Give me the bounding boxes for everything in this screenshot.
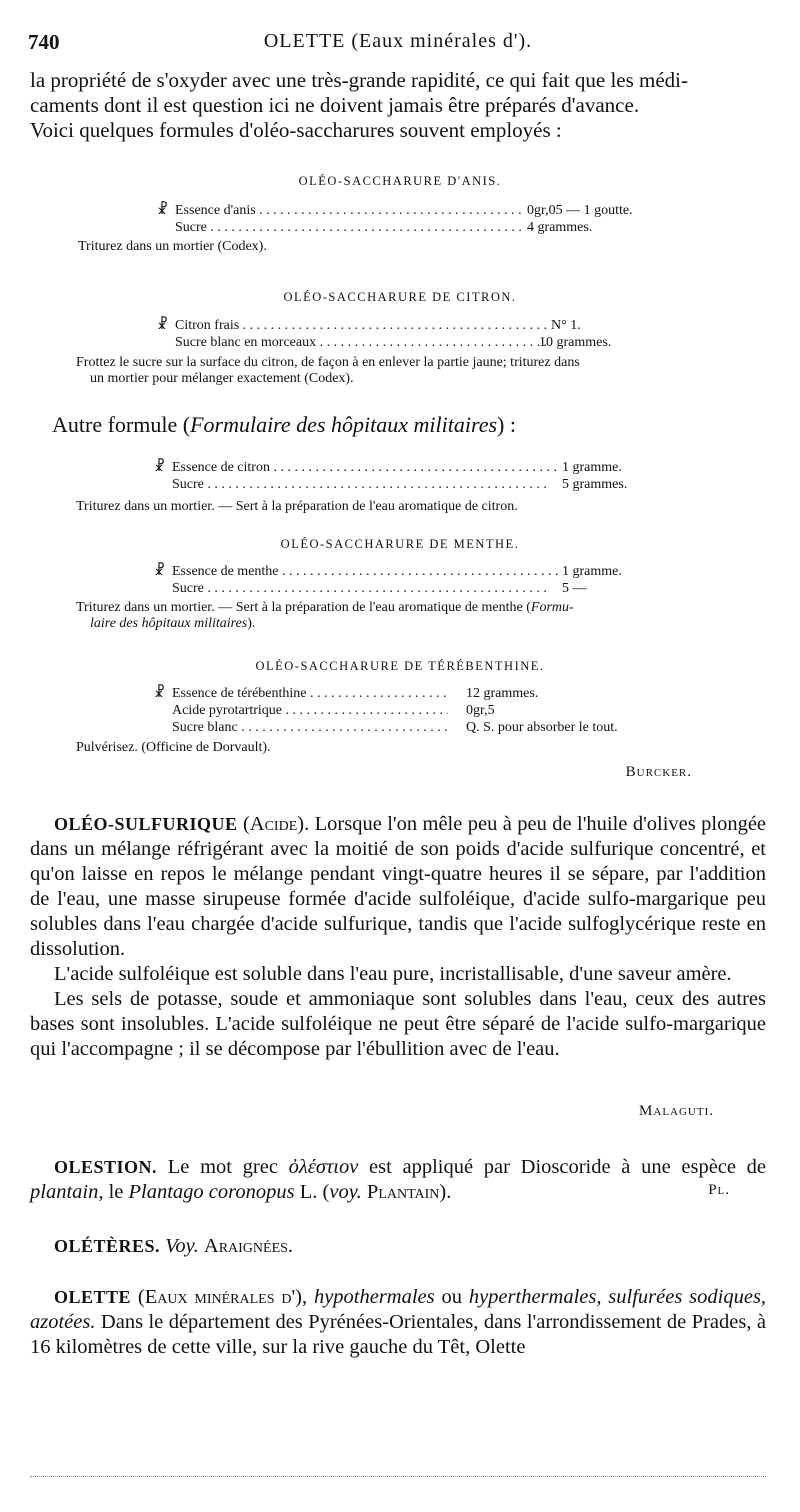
paragraph-text: Dans le département des Pyrénées-Orientales, dans l'arrondissement de Prades, à 16 kilomètres de cette ville, sur la rive gauche du Têt, Olette xyxy=(30,1311,766,1358)
recipe-item xyxy=(154,459,674,476)
intro-line: Voici quelques formules d'oléo-saccharures souvent employés : xyxy=(30,118,562,142)
article-paragraph xyxy=(30,1234,766,1259)
headword: OLÉTÈRES. xyxy=(54,1236,161,1256)
intro-text: Autre formule ( xyxy=(52,412,191,437)
recipe-autre xyxy=(154,459,674,493)
recipe-note: Triturez dans un mortier. — Sert à la préparation de l'eau aromatique de citron. xyxy=(76,499,518,514)
page-number: 740 xyxy=(28,30,60,54)
recipe-symbol-icon: ☧ xyxy=(157,318,168,333)
recipe-item xyxy=(154,702,674,719)
work-title: Formulaire des hôpitaux militaires xyxy=(190,412,498,437)
recipe-note: Triturez dans un mortier (Codex). xyxy=(78,239,267,254)
signature-text: Pl. xyxy=(708,1182,730,1198)
ingredient-quantity: Q. S. pour absorber le tout. xyxy=(466,720,618,735)
recipe-item xyxy=(154,580,674,597)
ingredient-name: Sucre blanc . . . xyxy=(172,719,448,736)
ingredient-name: Essence de menthe . . . xyxy=(172,563,558,580)
section-title-terebenthine: OLÉO-SACCHARURE DE TÉRÉBENTHINE. xyxy=(255,659,545,673)
article-paragraph xyxy=(30,1285,766,1360)
intro-line: la propriété de s'oxyder avec une très-grande rapidité, ce qui fait que les médi- xyxy=(30,68,689,92)
paragraph-text: Lorsque l'on mêle peu à peu de l'huile d'olives plongée dans un mélange réfrigérant avec la moitié de son poids d'acide sulfurique concentré, et qu'on laisse en repos le mélange pendant vingt-quatre heures il se sépare, par l'addition de l'eau, une masse sirupeuse formée d'acide sulfoléique, d'acide sulfo-margarique peu solubles dans l'eau chargée d'acide sulfurique, tandis que l'acide sulfoglycérique reste en dissolution. xyxy=(30,813,767,960)
page-header xyxy=(28,30,768,60)
ingredient-quantity: 5 — xyxy=(562,581,587,596)
ingredient-quantity: 4 grammes. xyxy=(527,220,593,235)
ingredient-quantity: 0gr,05 — 1 goutte. xyxy=(527,203,633,218)
bottom-rule xyxy=(30,1476,766,1477)
section-title-citron: OLÉO-SACCHARURE DE CITRON. xyxy=(283,290,517,304)
ingredient-name: Sucre . . . xyxy=(172,580,558,597)
italic-term: Plantago coronopus xyxy=(128,1181,295,1203)
article-paragraph xyxy=(30,1155,766,1205)
intro-line: caments dont il est question ici ne doivent jamais être préparés d'avance. xyxy=(30,93,640,117)
italic-term: hypothermales xyxy=(313,1286,435,1308)
note-line: un mortier pour mélanger exactement (Codex). xyxy=(90,371,354,386)
headword-label: (Acide). xyxy=(242,813,310,835)
cross-reference-link[interactable]: Araignées. xyxy=(203,1235,294,1257)
author-signature xyxy=(708,1182,730,1199)
ingredient-quantity: 5 grammes. xyxy=(562,477,628,492)
author-signature xyxy=(626,764,692,781)
article-paragraph: L'acide sulfoléique est soluble dans l'eau pure, incristallisable, d'une saveur amère. xyxy=(54,963,732,985)
article-olette xyxy=(30,1285,766,1360)
paragraph-text: est appliqué par Dioscoride à une espèce de xyxy=(369,1156,767,1178)
headword: OLETTE xyxy=(54,1287,132,1307)
recipe-symbol-icon: ☧ xyxy=(154,564,165,579)
ingredient-quantity: N° 1. xyxy=(551,318,581,333)
recipe-item xyxy=(154,685,674,702)
recipe-note xyxy=(76,600,724,632)
ingredient-name: Sucre . . . xyxy=(175,219,525,236)
article-olestion xyxy=(30,1155,766,1205)
ingredient-name: Citron frais . . . xyxy=(175,317,547,334)
paragraph-text: L. ( xyxy=(299,1181,330,1203)
section-title-menthe: OLÉO-SACCHARURE DE MENTHE. xyxy=(280,537,520,551)
recipe-symbol-icon: ☧ xyxy=(154,460,165,475)
recipe-symbol-icon: ☧ xyxy=(157,203,168,218)
article-paragraph xyxy=(30,812,766,962)
ingredient-quantity: 1 gramme. xyxy=(562,564,622,579)
cross-reference-marker: Voy. xyxy=(165,1235,199,1257)
paragraph-text: Le mot grec xyxy=(167,1156,278,1178)
intro-text: ) : xyxy=(497,412,516,437)
cross-reference-marker: voy. xyxy=(329,1181,362,1203)
italic-term: hyperthermales, sulfurées sodiques, azotées. xyxy=(30,1286,767,1333)
intro-paragraph xyxy=(30,68,766,143)
work-title: Formu- xyxy=(530,600,574,615)
note-line xyxy=(76,616,724,632)
headword: OLÉO-SULFURIQUE xyxy=(54,814,238,834)
ingredient-quantity: 12 grammes. xyxy=(466,686,539,701)
note-text: ). xyxy=(247,616,256,631)
recipe-citron xyxy=(157,317,677,351)
recipe-note: Pulvérisez. (Officine de Dorvault). xyxy=(76,740,271,755)
ingredient-quantity: 10 grammes. xyxy=(539,335,612,350)
ingredient-quantity: 1 gramme. xyxy=(562,460,622,475)
ingredient-name: Sucre blanc en morceaux . . . xyxy=(175,334,547,351)
paragraph-text: ). xyxy=(439,1181,452,1203)
ingredient-name: Sucre . . . xyxy=(172,476,558,493)
recipe-item xyxy=(157,219,677,236)
cross-reference-link[interactable]: Plantain xyxy=(366,1181,440,1203)
article-paragraph: Les sels de potasse, soude et ammoniaque sont solubles dans l'eau, ceux des autres bases sont insolubles. L'acide sulfoléique ne peut être séparé de l'acide sulfo-margarique qui l'accompagne ; il se décompose par l'ébullition avec de l'eau. xyxy=(30,988,766,1060)
headword: OLESTION. xyxy=(54,1157,158,1177)
ingredient-name: Essence de citron . . . xyxy=(172,459,558,476)
ingredient-name: Acide pyrotartrique . . . xyxy=(172,702,448,719)
note-line xyxy=(76,600,724,616)
recipe-menthe xyxy=(154,563,674,597)
paragraph-text: (Eaux minérales d'), xyxy=(137,1286,308,1308)
work-title: laire des hôpitaux militaires xyxy=(90,616,248,631)
ingredient-quantity: 0gr,5 xyxy=(466,703,495,718)
autre-formule-intro xyxy=(52,412,766,437)
article-oleteres xyxy=(30,1234,766,1259)
recipe-item xyxy=(157,202,677,219)
signature-text: Burcker. xyxy=(625,764,692,780)
ingredient-name: Essence d'anis . . . xyxy=(175,202,525,219)
note-line: Frottez le sucre sur la surface du citron, de façon à en enlever la partie jaune; triturez dans xyxy=(76,355,580,370)
section-title-anis: OLÉO-SACCHARURE D'ANIS. xyxy=(298,174,502,188)
recipe-item xyxy=(157,317,677,334)
italic-term: plantain, xyxy=(30,1181,104,1203)
greek-word: ὀλέστιον xyxy=(288,1156,359,1178)
recipe-item xyxy=(154,563,674,580)
recipe-anis xyxy=(157,202,677,236)
note-text: Triturez dans un mortier. — Sert à la préparation de l'eau aromatique de menthe ( xyxy=(76,600,531,615)
recipe-item xyxy=(154,719,674,736)
recipe-item xyxy=(157,334,677,351)
article-oleo-sulfurique xyxy=(30,812,766,1062)
paragraph-text: le xyxy=(108,1181,124,1203)
recipe-symbol-icon: ☧ xyxy=(154,686,165,701)
signature-text: Malaguti. xyxy=(639,1103,714,1119)
author-signature xyxy=(639,1103,714,1120)
recipe-item xyxy=(154,476,674,493)
ingredient-name: Essence de térébenthine . . . xyxy=(172,685,448,702)
paragraph-text: ou xyxy=(441,1286,462,1308)
running-head: OLETTE (Eaux minérales d'). xyxy=(263,30,533,52)
recipe-terebenthine xyxy=(154,685,674,736)
recipe-note xyxy=(76,355,724,387)
